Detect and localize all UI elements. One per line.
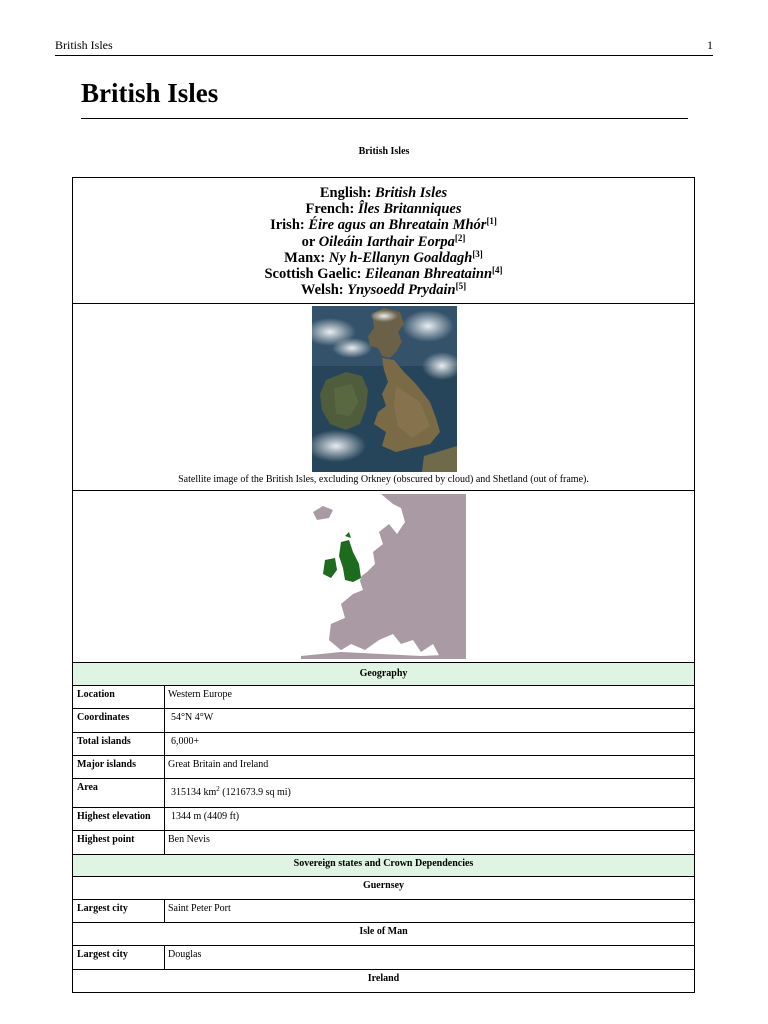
coordinates-value[interactable]: 54°N 4°W xyxy=(171,712,214,723)
coordinates-label: Coordinates xyxy=(77,712,130,723)
guernsey-header xyxy=(73,877,694,900)
isle-of-man-name[interactable]: Isle of Man xyxy=(359,926,408,937)
coordinates-row xyxy=(73,709,694,733)
title-rule xyxy=(81,118,688,119)
total-islands-row xyxy=(73,733,694,756)
largest-city-label: Largest city xyxy=(77,949,128,960)
names-cell xyxy=(73,178,694,304)
major-islands-value[interactable]: Great Britain and Ireland xyxy=(168,759,269,770)
major-islands-row xyxy=(73,756,694,779)
locator-map[interactable] xyxy=(301,494,466,659)
highest-point-label: Highest point xyxy=(77,834,135,845)
satellite-cell xyxy=(73,304,694,491)
location-row xyxy=(73,686,694,709)
highest-point-row xyxy=(73,831,694,854)
total-islands-value: 6,000+ xyxy=(171,736,200,747)
highest-elevation-row xyxy=(73,808,694,831)
name-line: Irish: Éire agus an Bhreatain Mhór[1] xyxy=(270,216,497,234)
infobox-caption: British Isles xyxy=(358,146,410,157)
reference-link[interactable]: [3] xyxy=(472,248,483,259)
geography-header: Geography xyxy=(73,662,694,686)
area-value: 315134 $km^2$ (121673.9 sq mi) xyxy=(171,785,291,798)
ireland-name[interactable]: Ireland xyxy=(367,973,400,984)
name-line: French: Îles Britanniques xyxy=(305,201,462,218)
name-line: or Oileáin Iarthair Eorpa[2] xyxy=(301,232,466,250)
locator-map-cell xyxy=(73,491,694,662)
reference-link[interactable]: [5] xyxy=(455,281,467,292)
total-islands-label: Total islands xyxy=(77,736,131,747)
article-title: British Isles xyxy=(81,78,219,108)
reference-link[interactable]: [4] xyxy=(492,265,503,276)
guernsey-name[interactable]: Guernsey xyxy=(362,880,405,891)
name-line: Manx: Ny h-Ellanyn Goaldagh[3] xyxy=(284,248,483,266)
running-head-title: British Isles xyxy=(55,38,113,52)
reference-link[interactable]: [1] xyxy=(486,216,497,227)
name-line: English: British Isles xyxy=(319,185,448,201)
reference-link[interactable]: [2] xyxy=(454,232,466,243)
area-row xyxy=(73,779,694,808)
highest-elevation-label: Highest elevation xyxy=(77,811,151,822)
location-value[interactable]: Western Europe xyxy=(168,689,232,700)
isle-of-man-header xyxy=(73,923,694,946)
running-head xyxy=(55,38,713,56)
highest-elevation-value: 1344 m (4409 ft) xyxy=(171,811,240,822)
infobox xyxy=(72,177,695,993)
name-line: Welsh: Ynysoedd Prydain[5] xyxy=(300,281,467,299)
page-number: 1 xyxy=(707,38,713,52)
largest-city-label: Largest city xyxy=(77,903,128,914)
major-islands-label: Major islands xyxy=(77,759,136,770)
isle-of-man-largest-city-value[interactable]: Douglas xyxy=(168,949,202,960)
satellite-image[interactable] xyxy=(312,306,457,472)
guernsey-largest-city-value[interactable]: Saint Peter Port xyxy=(168,903,231,914)
guernsey-largest-city-row xyxy=(73,900,694,923)
highest-point-value[interactable]: Ben Nevis xyxy=(168,834,210,845)
area-label: Area xyxy=(77,782,98,793)
ireland-header xyxy=(73,970,694,992)
isle-of-man-largest-city-row xyxy=(73,946,694,970)
location-label: Location xyxy=(77,689,115,700)
sovereign-header: Sovereign states and Crown Dependencies xyxy=(73,854,694,877)
name-line: Scottish Gaelic: Eileanan Bhreatainn[4] xyxy=(264,265,503,283)
satellite-caption: Satellite image of the British Isles, excluding Orkney (obscured by cloud) and Shetland (out of frame). xyxy=(178,474,589,485)
